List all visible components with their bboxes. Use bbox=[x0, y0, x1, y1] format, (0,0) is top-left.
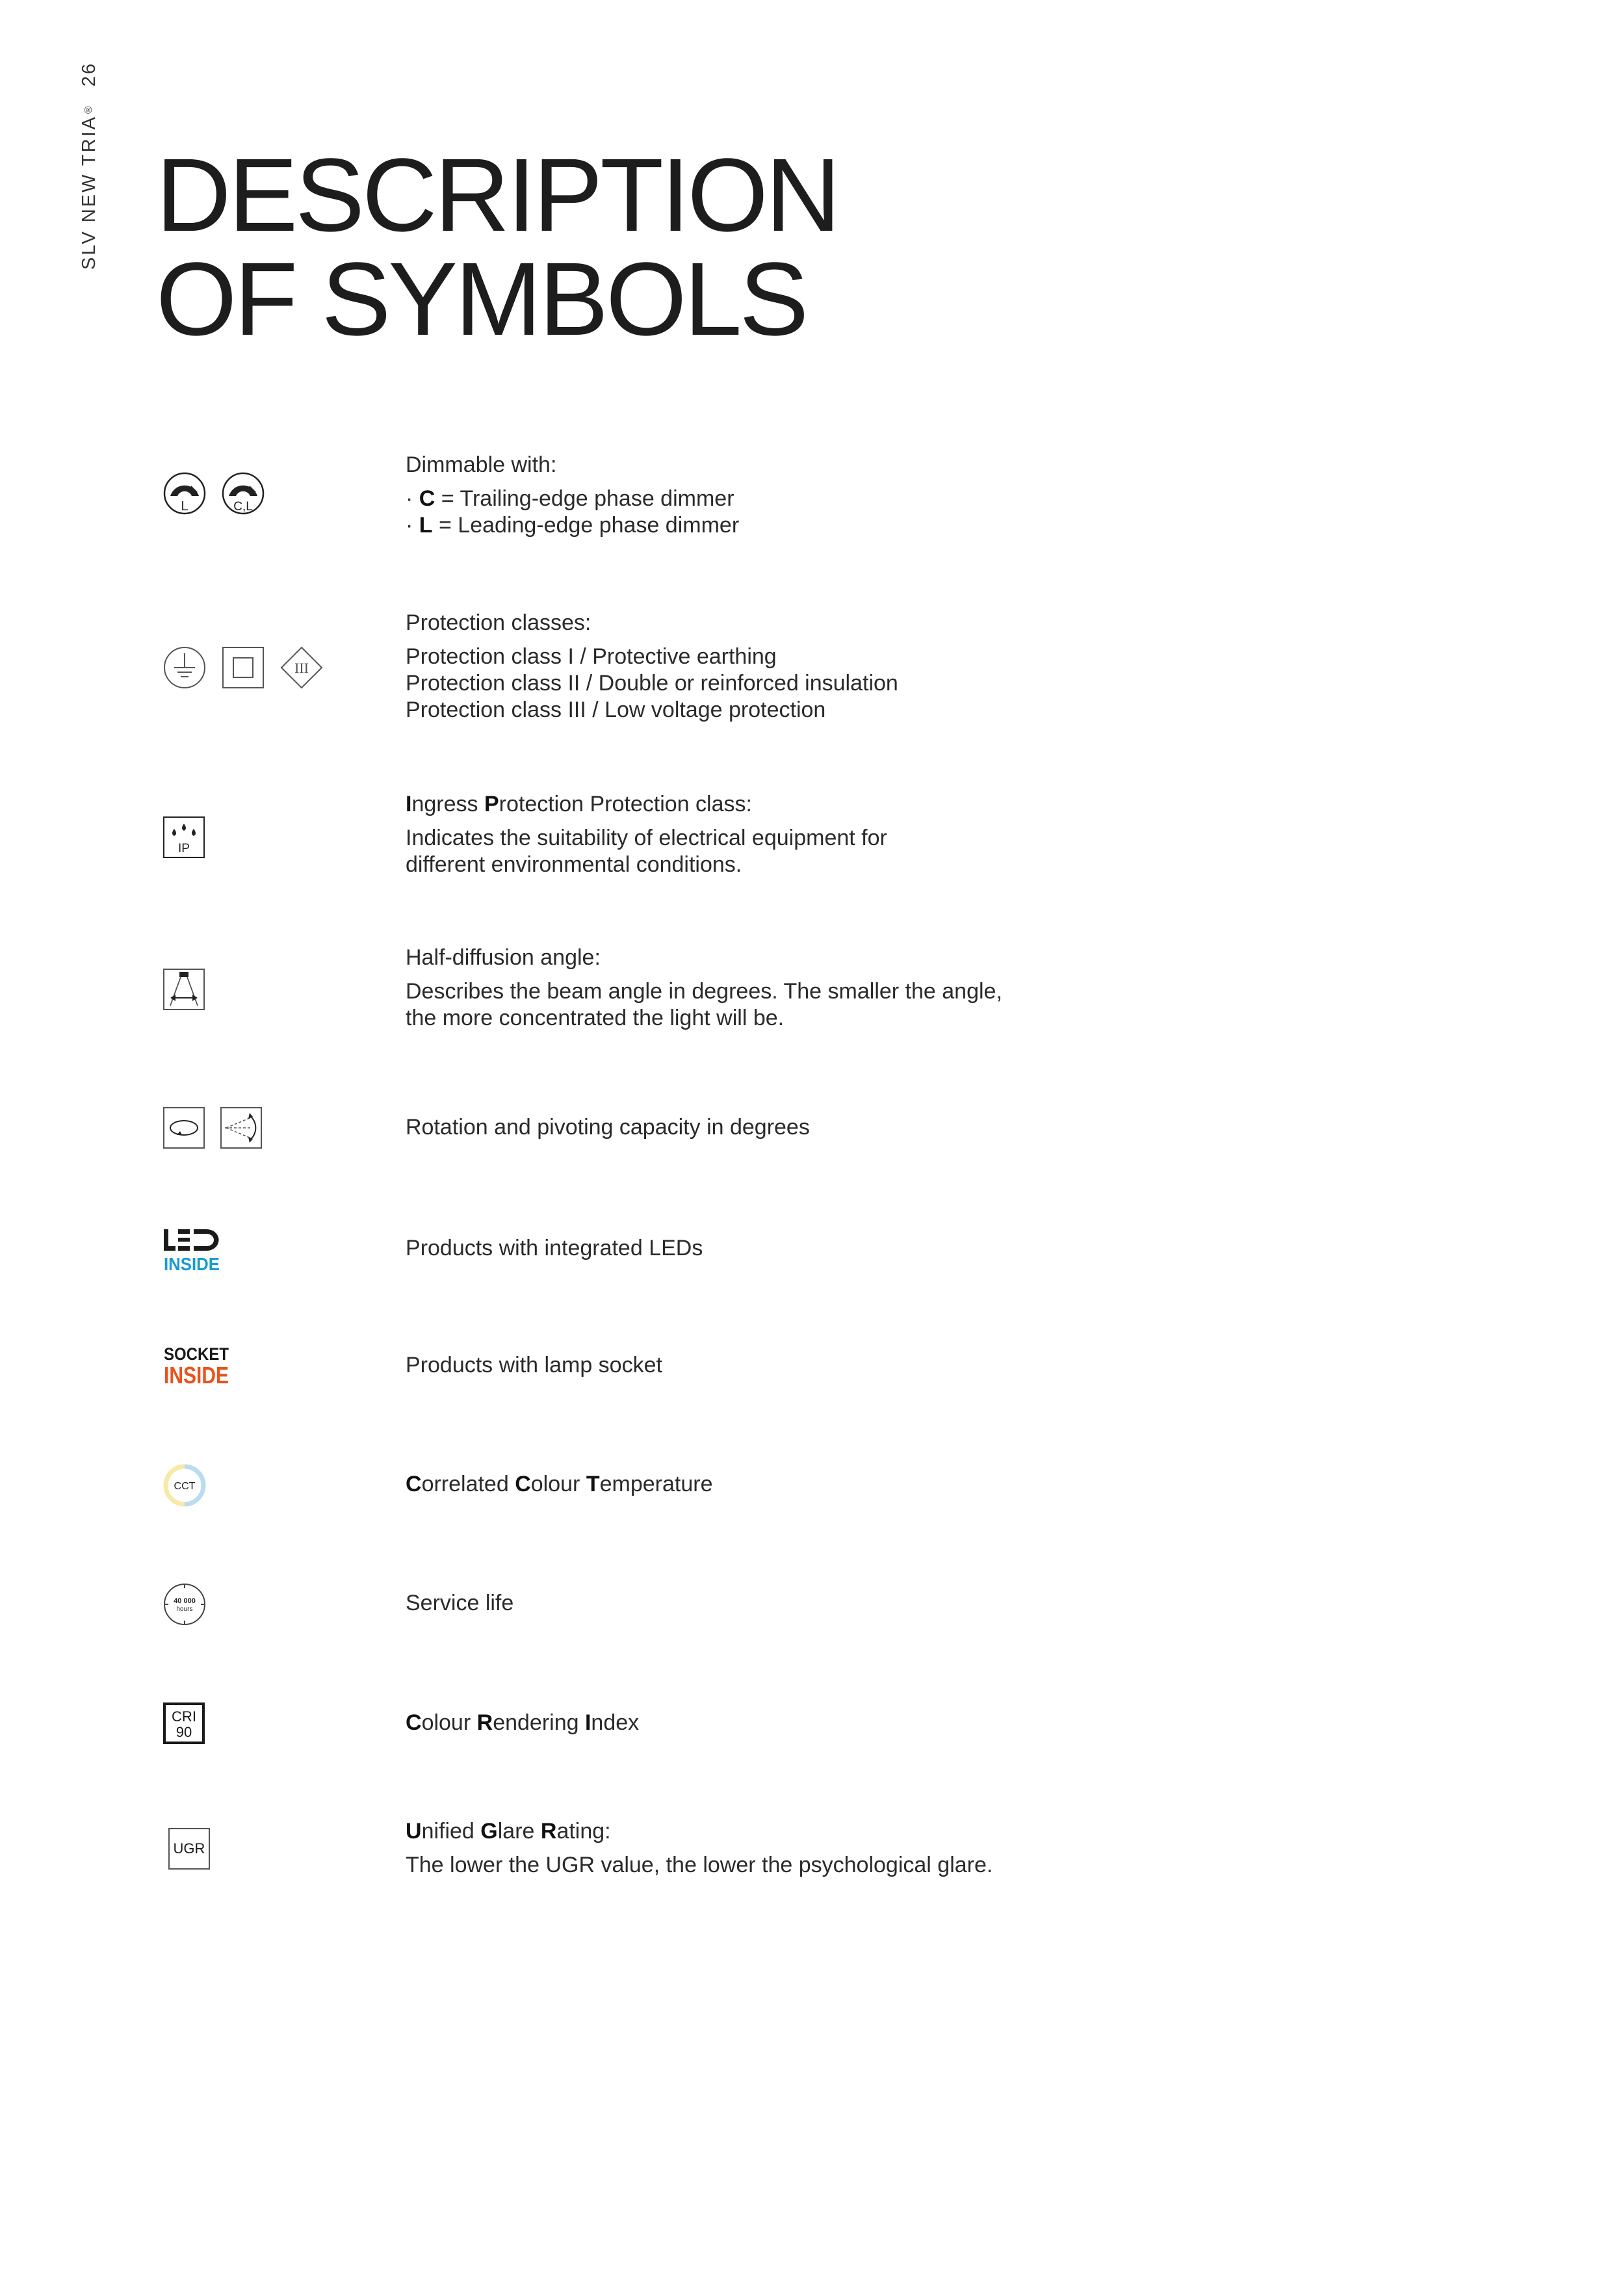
dimmer-cl-icon bbox=[221, 471, 265, 515]
protection-line-1: Protection class I / Protective earthing bbox=[406, 644, 777, 669]
ip-label: IP bbox=[178, 842, 190, 855]
page-number: 26 bbox=[78, 61, 99, 87]
brand-name: SLV NEW TRIA bbox=[78, 115, 99, 270]
icon-group-cri bbox=[162, 1702, 205, 1745]
service-life-hours-unit: hours bbox=[176, 1606, 193, 1613]
protection-class-3-icon bbox=[279, 646, 324, 690]
beam-angle-icon bbox=[162, 968, 205, 1011]
cct-icon bbox=[162, 1463, 207, 1507]
cri-text: Colour Rendering Index bbox=[406, 1710, 640, 1735]
beam-line-2: the more concentrated the light will be. bbox=[406, 1006, 785, 1030]
cri-icon bbox=[162, 1702, 205, 1745]
ingress-text bbox=[406, 791, 887, 878]
protection-class-1-icon bbox=[162, 646, 207, 690]
rotation-icon bbox=[162, 1106, 205, 1149]
protection-line-3: Protection class III / Low voltage protection bbox=[406, 698, 826, 722]
page-title bbox=[156, 137, 838, 357]
dimmer-l-label: L bbox=[181, 499, 188, 514]
led-inside-label: INSIDE bbox=[164, 1254, 220, 1274]
icon-group-service bbox=[162, 1582, 207, 1626]
socket-inside-icon bbox=[162, 1343, 231, 1390]
icon-group-socket bbox=[162, 1343, 231, 1390]
icon-group-cct bbox=[162, 1463, 207, 1507]
beam-heading: Half-diffusion angle: bbox=[406, 945, 601, 970]
icon-group-led bbox=[162, 1227, 225, 1274]
page-title-line-1: DESCRIPTION bbox=[156, 137, 838, 253]
protection-text bbox=[406, 610, 898, 724]
ugr-text bbox=[406, 1818, 993, 1879]
dimmable-text bbox=[406, 452, 739, 539]
beam-line-1: Describes the beam angle in degrees. The smaller the angle, bbox=[406, 979, 1002, 1004]
service-text: Service life bbox=[406, 1591, 514, 1615]
beam-text bbox=[406, 945, 1002, 1032]
icon-group-ingress bbox=[162, 816, 205, 859]
icon-group-protection bbox=[162, 646, 324, 690]
ugr-label: UGR bbox=[173, 1840, 205, 1857]
cct-label: CCT bbox=[174, 1481, 196, 1492]
led-inside-icon bbox=[162, 1227, 225, 1274]
socket-text: Products with lamp socket bbox=[406, 1353, 662, 1377]
socket-label: SOCKET bbox=[164, 1344, 229, 1364]
ingress-line-2: different environmental conditions. bbox=[406, 852, 742, 877]
socket-inside-label: INSIDE bbox=[164, 1362, 229, 1389]
ingress-line-1: Indicates the suitability of electrical equipment for bbox=[406, 826, 887, 850]
dimmer-cl-label: C,L bbox=[233, 500, 253, 514]
dimmable-line-l: · L = Leading-edge phase dimmer bbox=[406, 513, 740, 538]
dimmable-heading: Dimmable with: bbox=[406, 452, 557, 477]
ugr-heading: Unified Glare Rating: bbox=[406, 1819, 611, 1844]
cri-label: CRI bbox=[172, 1708, 196, 1725]
service-life-hours-value: 40 000 bbox=[174, 1597, 196, 1605]
registered-mark: ® bbox=[83, 106, 94, 114]
ingress-heading: Ingress Protection Protection class: bbox=[406, 792, 752, 816]
running-head bbox=[73, 62, 105, 270]
cri-value: 90 bbox=[175, 1724, 192, 1740]
service-life-icon bbox=[162, 1582, 207, 1626]
icon-group-beam bbox=[162, 968, 205, 1011]
page-title-line-2: OF SYMBOLS bbox=[156, 241, 807, 357]
ip-droplets-icon bbox=[162, 816, 205, 859]
icon-group-ugr bbox=[168, 1827, 211, 1870]
rotation-text: Rotation and pivoting capacity in degrees bbox=[406, 1115, 810, 1140]
cct-text: Correlated Colour Temperature bbox=[406, 1472, 713, 1496]
pivot-icon bbox=[220, 1106, 263, 1149]
protection-line-2: Protection class II / Double or reinforced insulation bbox=[406, 671, 898, 696]
icon-group-dimmable bbox=[162, 471, 265, 515]
protection-class-2-icon bbox=[221, 646, 265, 690]
protection-class-3-label: III bbox=[294, 660, 309, 676]
dimmable-line-c: · C = Trailing-edge phase dimmer bbox=[406, 486, 734, 511]
dimmer-l-icon bbox=[162, 471, 207, 515]
icon-group-rotation bbox=[162, 1106, 263, 1149]
led-text: Products with integrated LEDs bbox=[406, 1236, 703, 1260]
ugr-icon bbox=[168, 1827, 211, 1870]
ugr-line-1: The lower the UGR value, the lower the psychological glare. bbox=[406, 1853, 993, 1877]
protection-heading: Protection classes: bbox=[406, 610, 591, 635]
